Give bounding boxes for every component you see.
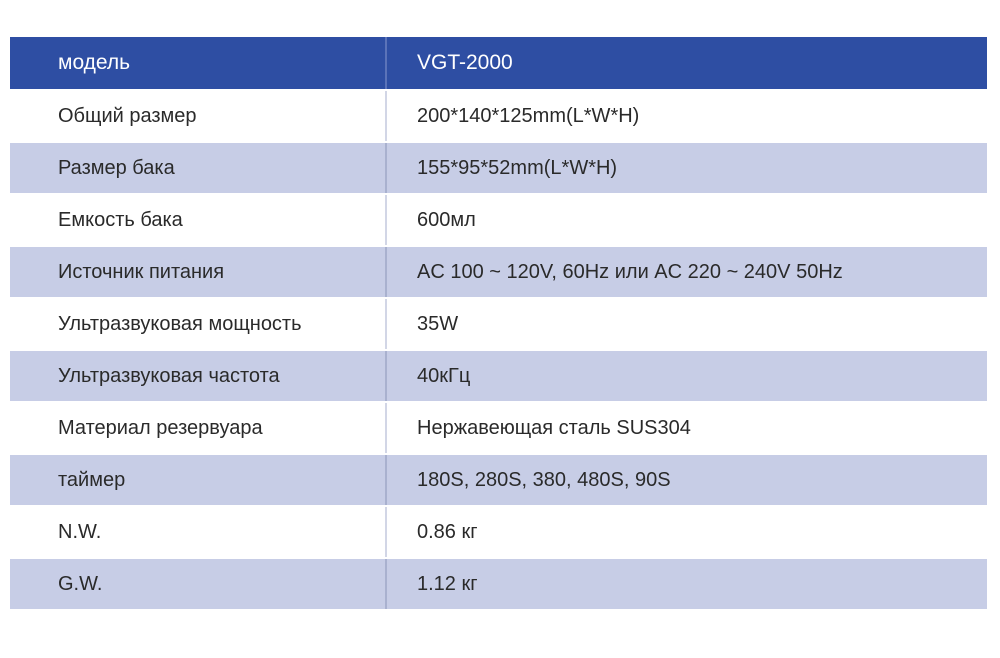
row-value: 35W xyxy=(386,298,987,350)
row-value: 40кГц xyxy=(386,350,987,402)
table-row xyxy=(10,506,987,558)
header-label: модель xyxy=(10,37,386,90)
row-value: 155*95*52mm(L*W*H) xyxy=(386,142,987,194)
row-label: N.W. xyxy=(10,506,386,558)
row-value: AC 100 ~ 120V, 60Hz или AC 220 ~ 240V 50Hz xyxy=(386,246,987,298)
spec-table xyxy=(10,37,987,609)
row-value: 1.12 кг xyxy=(386,558,987,609)
row-label: Материал резервуара xyxy=(10,402,386,454)
row-label: Емкость бака xyxy=(10,194,386,246)
table-row xyxy=(10,142,987,194)
table-row xyxy=(10,454,987,506)
row-label: таймер xyxy=(10,454,386,506)
table-row xyxy=(10,194,987,246)
row-label: Ультразвуковая мощность xyxy=(10,298,386,350)
row-value: 0.86 кг xyxy=(386,506,987,558)
row-label: Источник питания xyxy=(10,246,386,298)
row-label: Ультразвуковая частота xyxy=(10,350,386,402)
table-row xyxy=(10,298,987,350)
table-header-row xyxy=(10,37,987,90)
table-row xyxy=(10,558,987,609)
row-label: G.W. xyxy=(10,558,386,609)
row-label: Размер бака xyxy=(10,142,386,194)
table-row xyxy=(10,246,987,298)
header-value: VGT-2000 xyxy=(386,37,987,90)
table-row xyxy=(10,402,987,454)
row-value: 180S, 280S, 380, 480S, 90S xyxy=(386,454,987,506)
row-value: Нержавеющая сталь SUS304 xyxy=(386,402,987,454)
row-label: Общий размер xyxy=(10,90,386,142)
table-row xyxy=(10,90,987,142)
row-value: 200*140*125mm(L*W*H) xyxy=(386,90,987,142)
table-row xyxy=(10,350,987,402)
row-value: 600мл xyxy=(386,194,987,246)
